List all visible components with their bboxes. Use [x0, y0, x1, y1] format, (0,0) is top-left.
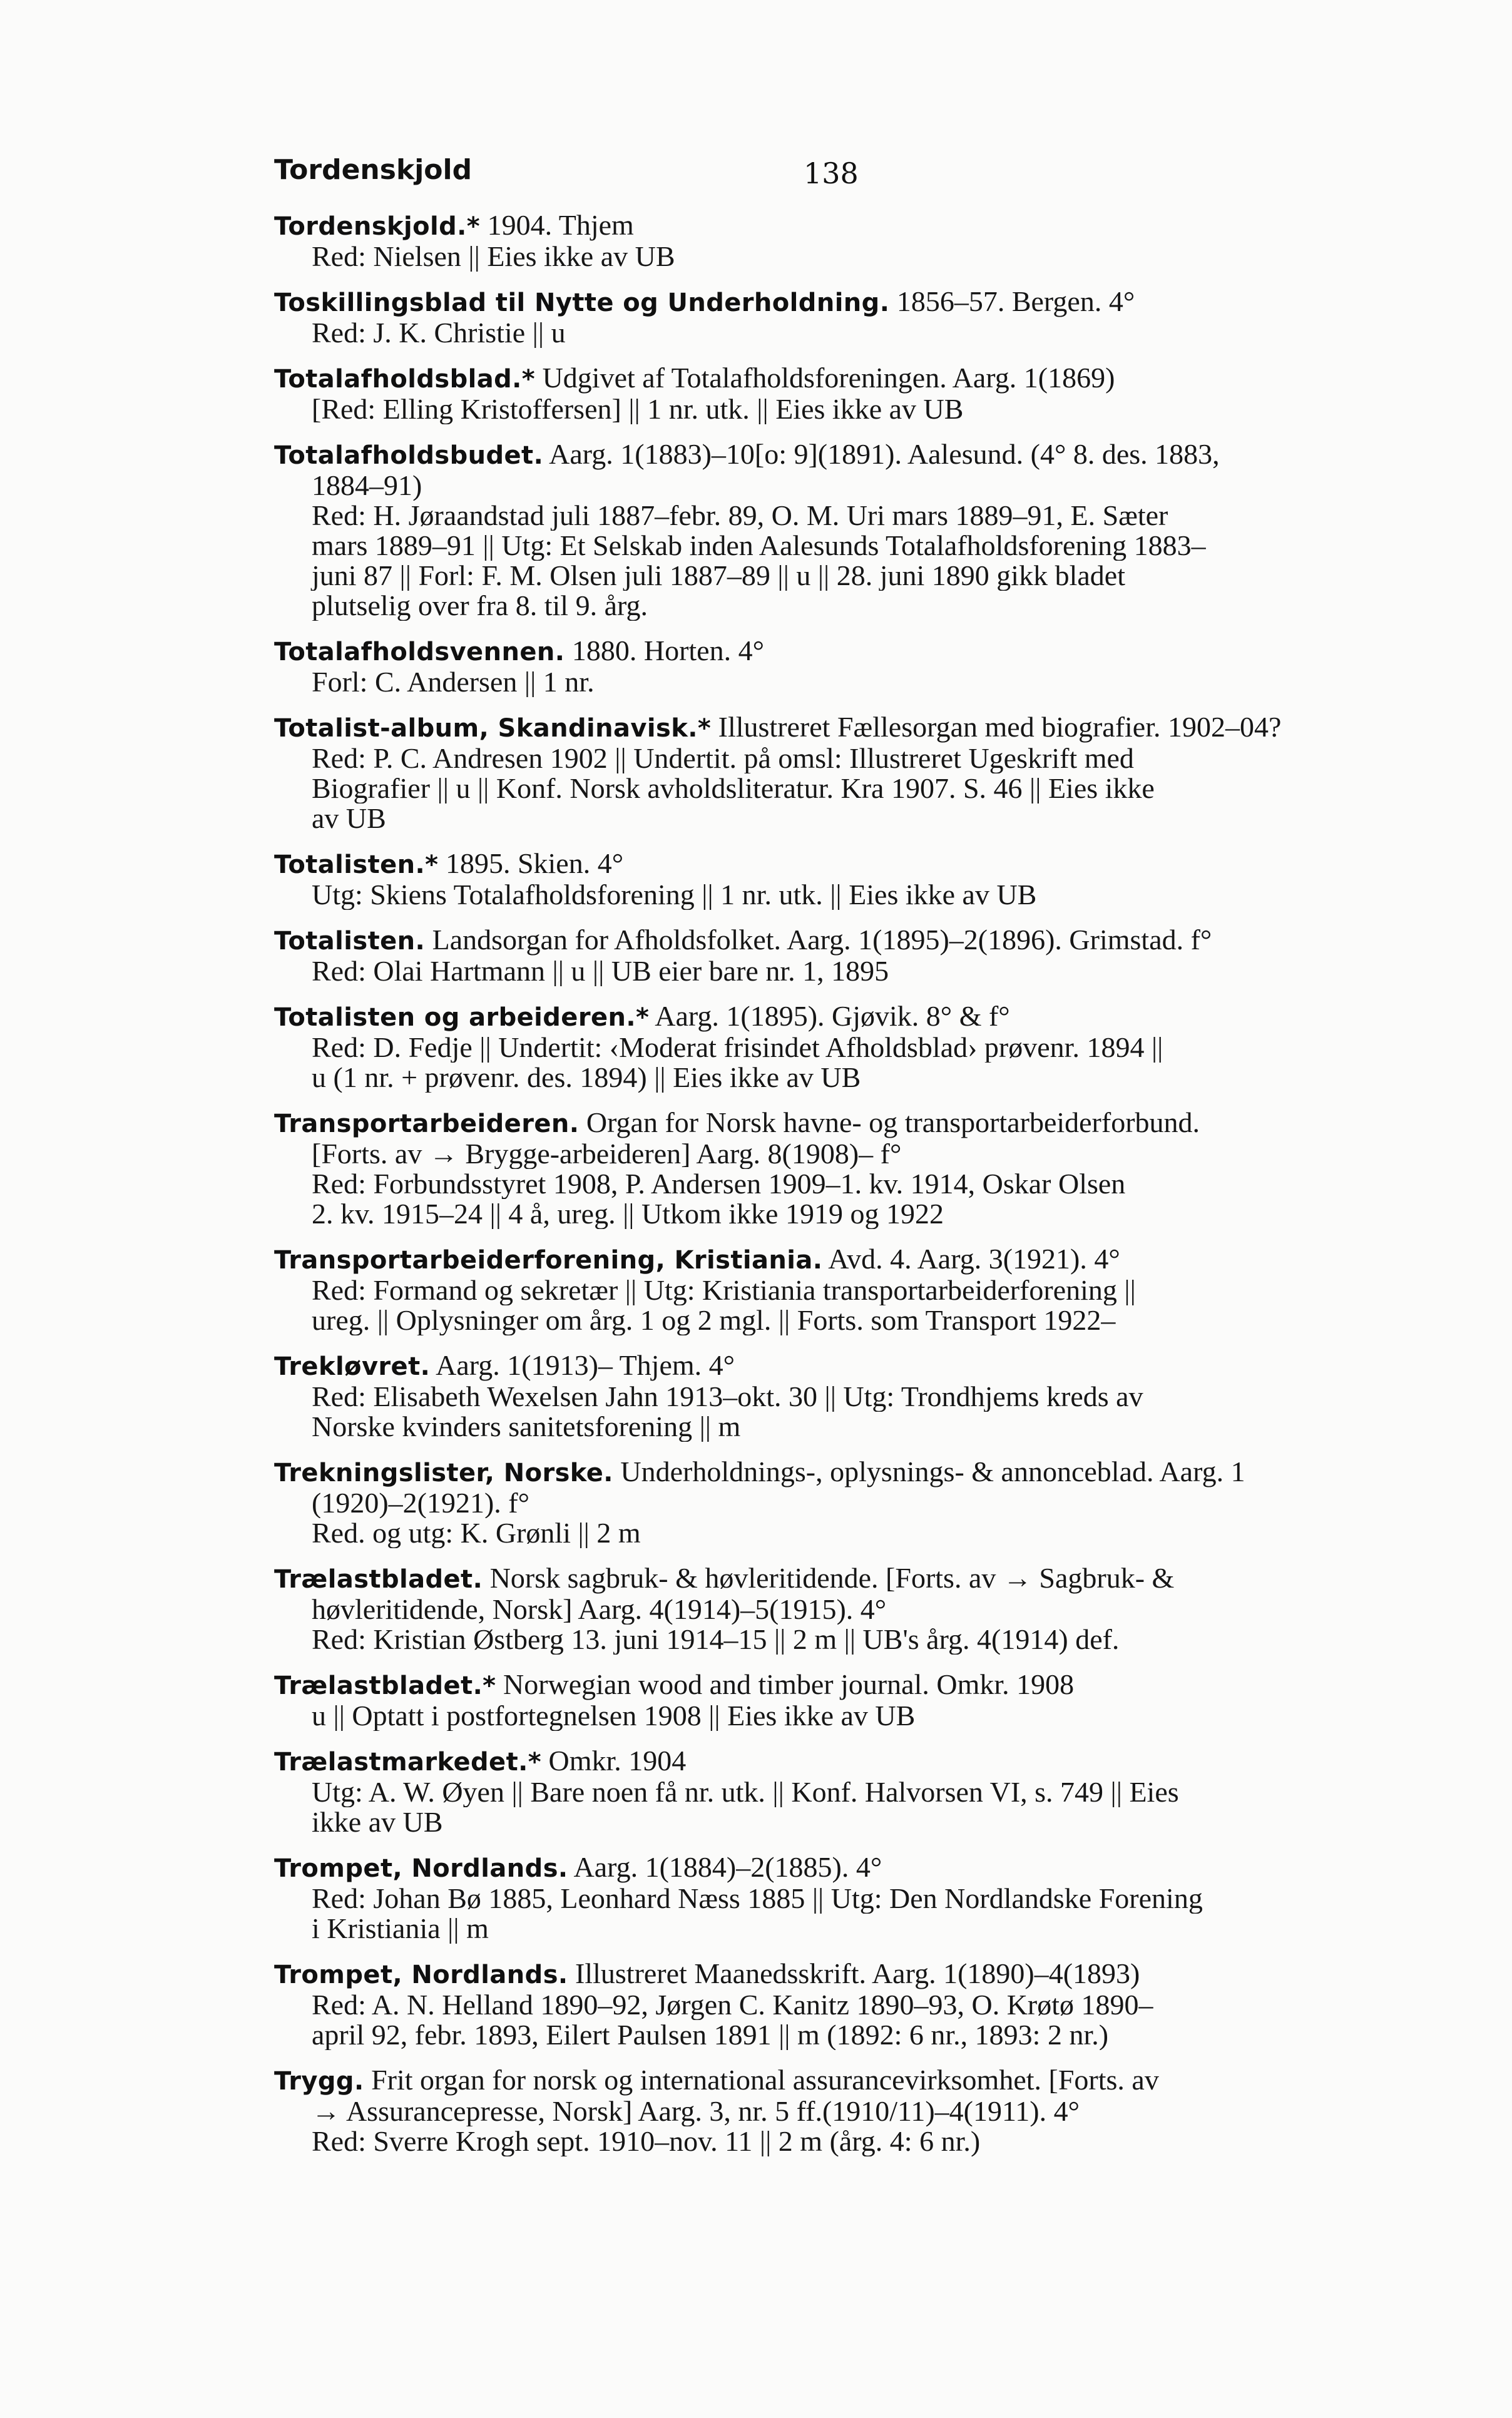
entry-text: Aarg. 1(1895). Gjøvik. 8° & f°: [649, 1001, 1010, 1032]
catalog-entry: [274, 1959, 1389, 2050]
catalog-entry: [274, 636, 1389, 697]
entry-continuation-line: [274, 1914, 1389, 1944]
entry-text: Aarg. 1(1884)–2(1885). 4°: [568, 1852, 882, 1883]
catalog-entry: [274, 1670, 1389, 1731]
entry-continuation-line: [274, 2096, 1389, 2126]
entry-text: [Red: Elling Kristoffersen] || 1 nr. utk. || Eies ikke av UB: [312, 394, 964, 424]
entry-first-line: [274, 636, 1389, 667]
entry-text: 1880. Horten. 4°: [564, 636, 764, 666]
page-number: 138: [804, 156, 859, 190]
entry-text: plutselig over fra 8. til 9. årg.: [312, 591, 648, 621]
entry-text: 1895. Skien. 4°: [438, 849, 624, 879]
entry-text: april 92, febr. 1893, Eilert Paulsen 1891 || m (1892: 6 nr., 1893: 2 nr.): [312, 2020, 1109, 2050]
entry-title: Transportarbeideren.: [274, 1110, 580, 1138]
entry-continuation-line: [274, 803, 1389, 834]
entry-title: Trælastmarkedet.*: [274, 1748, 542, 1777]
entry-text: Organ for Norsk havne- og transportarbeiderforbund.: [579, 1108, 1200, 1138]
entry-text: Red: Sverre Krogh sept. 1910–nov. 11 || 2 m (årg. 4: 6 nr.): [312, 2126, 981, 2156]
entry-text: Utg: A. W. Øyen || Bare noen få nr. utk. || Konf. Halvorsen VI, s. 749 || Eies: [312, 1777, 1179, 1807]
entry-text: ikke av UB: [312, 1807, 443, 1837]
entry-title: Transportarbeiderforening, Kristiania.: [274, 1246, 823, 1275]
catalog-entry: [274, 1350, 1389, 1442]
entry-continuation-line: [274, 531, 1389, 561]
entry-text: av UB: [312, 803, 386, 834]
running-head: Tordenskjold: [274, 154, 472, 186]
entry-continuation-line: [274, 1777, 1389, 1807]
entry-title: Trekløvret.: [274, 1352, 431, 1381]
entry-title: Totalisten.: [274, 927, 426, 956]
entry-continuation-line: [274, 1063, 1389, 1093]
entry-text: Underholdnings-, oplysnings- & annonceblad. Aarg. 1: [613, 1457, 1245, 1487]
entry-text: Frit organ for norsk og international assurancevirksomhet. [Forts. av: [364, 2065, 1159, 2096]
entry-first-line: [274, 849, 1389, 880]
entry-continuation-line: [274, 1701, 1389, 1731]
entry-continuation-line: [274, 1199, 1389, 1229]
catalog-entry: [274, 363, 1389, 424]
entry-continuation-line: [274, 318, 1389, 348]
entry-text: Red: A. N. Helland 1890–92, Jørgen C. Kanitz 1890–93, O. Krøtø 1890–: [312, 1990, 1153, 2020]
entry-first-line: [274, 1108, 1389, 1139]
entry-continuation-line: [274, 1169, 1389, 1199]
entry-text: (1920)–2(1921). f°: [312, 1488, 529, 1518]
entry-text: 1856–57. Bergen. 4°: [889, 287, 1135, 317]
entry-text: u (1 nr. + prøvenr. des. 1894) || Eies ikke av UB: [312, 1063, 861, 1093]
entry-text: Aarg. 1(1913)– Thjem. 4°: [430, 1350, 735, 1381]
entry-first-line: [274, 1457, 1389, 1488]
entry-text: ureg. || Oplysninger om årg. 1 og 2 mgl. || Forts. som Transport 1922–: [312, 1305, 1116, 1335]
entry-continuation-line: [274, 394, 1389, 424]
entry-title: Totalisten.*: [274, 850, 439, 879]
entry-text: 2. kv. 1915–24 || 4 å, ureg. || Utkom ikke 1919 og 1922: [312, 1199, 944, 1229]
entry-text: Omkr. 1904: [541, 1746, 687, 1777]
entry-text: Norwegian wood and timber journal. Omkr. 1908: [496, 1670, 1075, 1700]
entry-text: u || Optatt i postfortegnelsen 1908 || Eies ikke av UB: [312, 1701, 916, 1731]
entry-first-line: [274, 363, 1389, 394]
entry-continuation-line: [274, 743, 1389, 773]
catalog-entry: [274, 439, 1389, 621]
entry-text: Norske kvinders sanitetsforening || m: [312, 1412, 741, 1442]
entry-title: Totalist-album, Skandinavisk.*: [274, 714, 712, 743]
entry-text: Red: Kristian Østberg 13. juni 1914–15 || 2 m || UB's årg. 4(1914) def.: [312, 1625, 1120, 1655]
entry-text: Utg: Skiens Totalafholdsforening || 1 nr. utk. || Eies ikke av UB: [312, 880, 1037, 910]
entry-continuation-line: [274, 1305, 1389, 1335]
entry-title: Tordenskjold.*: [274, 212, 481, 241]
entry-title: Trælastbladet.: [274, 1565, 483, 1594]
entry-first-line: [274, 1244, 1389, 1275]
entry-continuation-line: [274, 471, 1389, 501]
entry-first-line: [274, 1670, 1389, 1701]
entry-title: Totalafholdsblad.*: [274, 365, 536, 394]
entry-first-line: [274, 210, 1389, 242]
entry-first-line: [274, 1001, 1389, 1033]
entry-continuation-line: [274, 1990, 1389, 2020]
entry-title: Trompet, Nordlands.: [274, 1854, 568, 1883]
catalog-entry: [274, 1746, 1389, 1837]
entry-title: Toskillingsblad til Nytte og Underholdning.: [274, 288, 890, 317]
entry-continuation-line: [274, 773, 1389, 803]
entry-continuation-line: [274, 1807, 1389, 1837]
entry-text: Red: Johan Bø 1885, Leonhard Næss 1885 || Utg: Den Nordlandske Forening: [312, 1884, 1203, 1914]
entry-text: Forl: C. Andersen || 1 nr.: [312, 667, 595, 697]
entry-text: Aarg. 1(1883)–10[o: 9](1891). Aalesund. (4° 8. des. 1883,: [543, 439, 1220, 470]
entry-text: Norsk sagbruk- & høvleritidende. [Forts. av → Sagbruk- &: [483, 1563, 1175, 1594]
catalog-entry: [274, 2065, 1389, 2156]
entry-text: Illustreret Fællesorgan med biografier. 1902–04?: [711, 712, 1282, 743]
entry-continuation-line: [274, 1625, 1389, 1655]
entry-text: Red: Elisabeth Wexelsen Jahn 1913–okt. 30 || Utg: Trondhjems kreds av: [312, 1382, 1143, 1412]
entry-list: [274, 210, 1389, 2171]
entry-continuation-line: [274, 1382, 1389, 1412]
entry-first-line: [274, 712, 1389, 743]
entry-continuation-line: [274, 501, 1389, 531]
entry-text: → Assurancepresse, Norsk] Aarg. 3, nr. 5 ff.(1910/11)–4(1911). 4°: [312, 2096, 1080, 2126]
entry-text: Red: Formand og sekretær || Utg: Kristiania transportarbeiderforening ||: [312, 1275, 1136, 1305]
entry-text: Red: D. Fedje || Undertit: ‹Moderat frisindet Afholdsblad› prøvenr. 1894 ||: [312, 1033, 1163, 1063]
entry-text: Red. og utg: K. Grønli || 2 m: [312, 1518, 641, 1548]
catalog-entry: [274, 1001, 1389, 1093]
catalog-entry: [274, 210, 1389, 272]
catalog-entry: [274, 1108, 1389, 1229]
entry-text: Illustreret Maanedsskrift. Aarg. 1(1890)–4(1893): [568, 1959, 1140, 1989]
entry-continuation-line: [274, 880, 1389, 910]
entry-text: Red: J. K. Christie || u: [312, 318, 566, 348]
entry-title: Totalisten og arbeideren.*: [274, 1003, 650, 1032]
entry-continuation-line: [274, 2126, 1389, 2156]
entry-continuation-line: [274, 2020, 1389, 2050]
entry-text: mars 1889–91 || Utg: Et Selskab inden Aalesunds Totalafholdsforening 1883–: [312, 531, 1206, 561]
entry-first-line: [274, 1350, 1389, 1382]
catalog-entry: [274, 1563, 1389, 1655]
entry-text: Biografier || u || Konf. Norsk avholdsliteratur. Kra 1907. S. 46 || Eies ikke: [312, 773, 1155, 803]
entry-continuation-line: [274, 1594, 1389, 1625]
entry-text: Red: P. C. Andresen 1902 || Undertit. på omsl: Illustreret Ugeskrift med: [312, 743, 1134, 773]
entry-continuation-line: [274, 591, 1389, 621]
entry-title: Totalafholdsbudet.: [274, 441, 544, 470]
entry-continuation-line: [274, 1884, 1389, 1914]
entry-text: 1904. Thjem: [480, 210, 634, 241]
entry-continuation-line: [274, 1412, 1389, 1442]
entry-first-line: [274, 439, 1389, 471]
entry-title: Totalafholdsvennen.: [274, 638, 565, 666]
entry-first-line: [274, 925, 1389, 956]
entry-continuation-line: [274, 1033, 1389, 1063]
catalog-entry: [274, 1852, 1389, 1944]
entry-text: høvleritidende, Norsk] Aarg. 4(1914)–5(1915). 4°: [312, 1594, 887, 1625]
entry-text: Avd. 4. Aarg. 3(1921). 4°: [822, 1244, 1120, 1275]
entry-text: juni 87 || Forl: F. M. Olsen juli 1887–89 || u || 28. juni 1890 gikk bladet: [312, 561, 1125, 591]
entry-first-line: [274, 1563, 1389, 1594]
entry-continuation-line: [274, 561, 1389, 591]
entry-text: i Kristiania || m: [312, 1914, 489, 1944]
entry-continuation-line: [274, 1518, 1389, 1548]
entry-text: Red: Olai Hartmann || u || UB eier bare nr. 1, 1895: [312, 956, 889, 986]
entry-title: Trekningslister, Norske.: [274, 1459, 613, 1487]
entry-title: Trygg.: [274, 2067, 364, 2096]
entry-first-line: [274, 1746, 1389, 1777]
entry-first-line: [274, 2065, 1389, 2096]
entry-text: Red: H. Jøraandstad juli 1887–febr. 89, O. M. Uri mars 1889–91, E. Sæter: [312, 501, 1168, 531]
catalog-entry: [274, 1244, 1389, 1335]
entry-continuation-line: [274, 1139, 1389, 1169]
catalog-entry: [274, 287, 1389, 348]
entry-continuation-line: [274, 242, 1389, 272]
entry-continuation-line: [274, 1275, 1389, 1305]
entry-text: Red: Nielsen || Eies ikke av UB: [312, 242, 675, 272]
catalog-entry: [274, 849, 1389, 910]
entry-text: [Forts. av → Brygge-arbeideren] Aarg. 8(1908)– f°: [312, 1139, 902, 1169]
entry-first-line: [274, 1959, 1389, 1990]
entry-first-line: [274, 287, 1389, 318]
entry-text: Udgivet af Totalafholdsforeningen. Aarg. 1(1869): [535, 363, 1115, 394]
entry-title: Trælastbladet.*: [274, 1671, 496, 1700]
entry-continuation-line: [274, 1488, 1389, 1518]
entry-first-line: [274, 1852, 1389, 1884]
catalog-entry: [274, 712, 1389, 834]
entry-text: Landsorgan for Afholdsfolket. Aarg. 1(1895)–2(1896). Grimstad. f°: [425, 925, 1212, 956]
entry-title: Trompet, Nordlands.: [274, 1961, 568, 1989]
catalog-entry: [274, 925, 1389, 986]
entry-text: Red: Forbundsstyret 1908, P. Andersen 1909–1. kv. 1914, Oskar Olsen: [312, 1169, 1126, 1199]
catalog-entry: [274, 1457, 1389, 1548]
entry-text: 1884–91): [312, 471, 422, 501]
entry-continuation-line: [274, 667, 1389, 697]
entry-continuation-line: [274, 956, 1389, 986]
